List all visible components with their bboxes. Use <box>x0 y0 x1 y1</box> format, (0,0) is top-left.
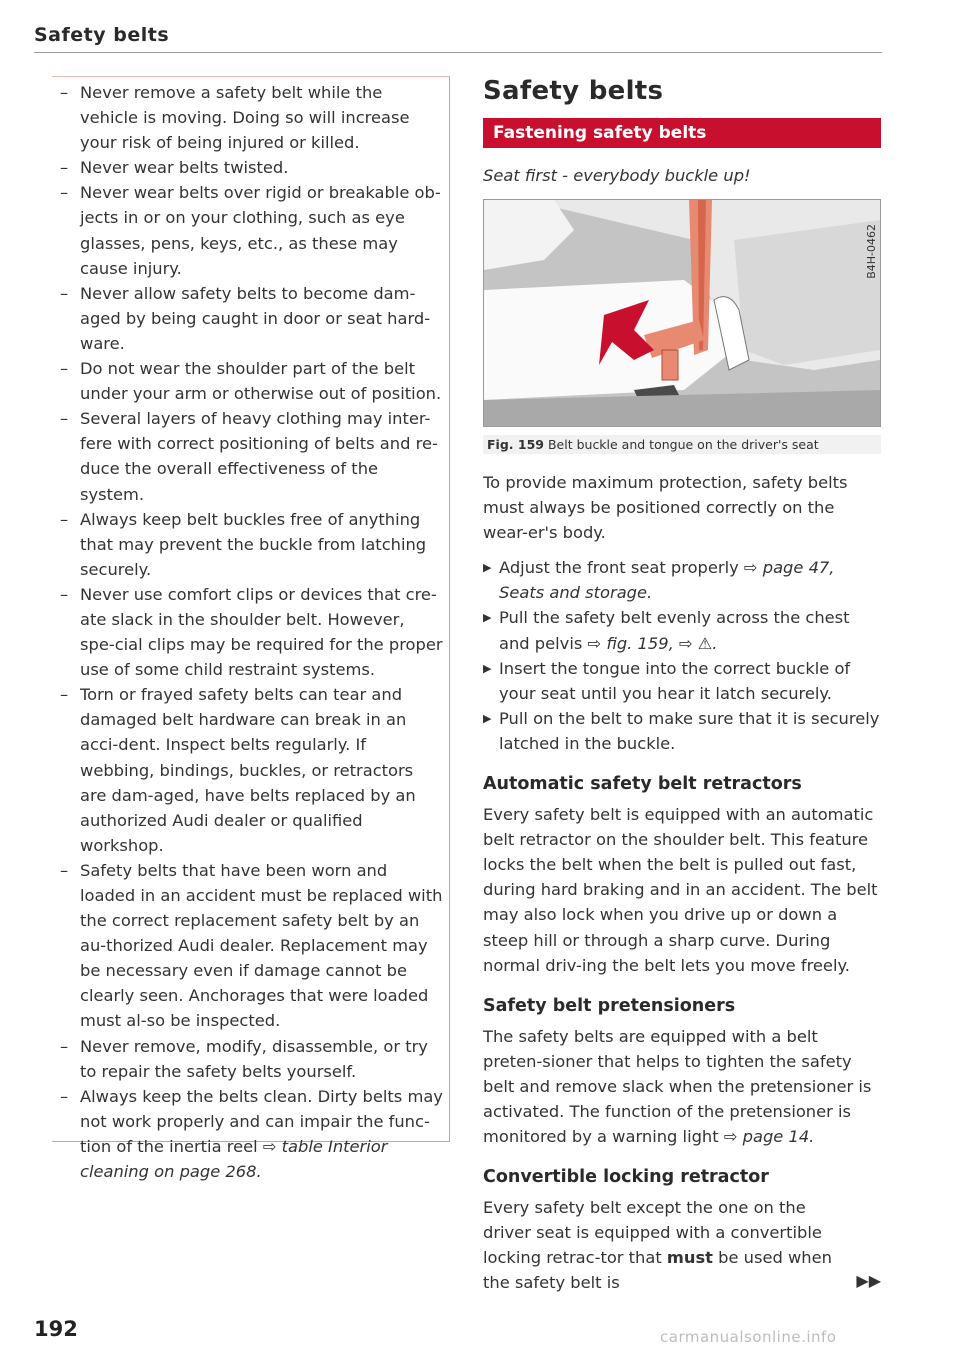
step-arrow-icon: ▶ <box>483 661 492 675</box>
warning-item: – Never wear belts twisted. <box>60 158 289 178</box>
retractors-heading: Automatic safety belt retractors <box>483 774 802 795</box>
watermark: carmanualsonline.info <box>660 1328 837 1346</box>
warning-item: – Always keep belt buckles free of anything that may prevent the buckle from latching securely. <box>60 509 427 579</box>
continue-icon: ▶▶ <box>856 1271 881 1291</box>
step-item: ▶ Pull on the belt to make sure that it is securely latched in the buckle. <box>483 706 881 756</box>
step-item: ▶ Pull the safety belt evenly across the chest and pelvis ⇨ fig. 159, ⇨ ⚠. <box>483 605 881 655</box>
header-rule <box>34 52 882 53</box>
subsection-banner: Fastening safety belts <box>483 118 881 148</box>
step-arrow-icon: ▶ <box>483 611 492 625</box>
intro-paragraph: To provide maximum protection, safety belts must always be positioned correctly on the wear-er's body. <box>483 473 848 543</box>
warning-item: – Never wear belts over rigid or breakable ob-jects in or on your clothing, such as eye glasses, pens, keys, etc., as these may cause injury. <box>60 183 441 278</box>
pretensioners-heading: Safety belt pretensioners <box>483 995 736 1016</box>
page-header-title: Safety belts <box>34 24 170 46</box>
fig-159-link[interactable]: ⇨ fig. 159, ⇨ ⚠. <box>587 633 718 653</box>
warning-item: – Never remove a safety belt while the vehicle is moving. Doing so will increase your risk of being injured or killed. <box>60 83 410 153</box>
figure-code: B4H-0462 <box>865 224 878 279</box>
table-interior-cleaning-link[interactable]: ⇨ table Interior cleaning on page 268. <box>80 1136 388 1182</box>
warning-item: – Torn or frayed safety belts can tear and damaged belt hardware can break in an acci-dent. Inspect belts regularly. If webbing, bindings, buckles, or retractors are dam-aged, have belts replaced by an authorized Audi dealer or qualified workshop. <box>60 685 416 855</box>
section-heading: Safety belts <box>483 76 664 106</box>
convertible-heading: Convertible locking retractor <box>483 1167 769 1188</box>
warning-item: – Never allow safety belts to become dam-aged by being caught in door or seat hard-ware. <box>60 283 431 353</box>
subtitle: Seat first - everybody buckle up! <box>483 166 751 185</box>
page-14-link[interactable]: ⇨ page 14. <box>723 1127 815 1147</box>
warning-item: – Safety belts that have been worn and loaded in an accident must be replaced with the correct replacement safety belt by an au-thorized Audi dealer. Replacement may be necessary even if damage cannot be clearly seen. Anchorages that were loaded must al-so be inspected. <box>60 860 443 1031</box>
page-number: 192 <box>34 1317 78 1341</box>
warning-list <box>60 80 444 1184</box>
retractors-paragraph: Every safety belt is equipped with an automatic belt retractor on the shoulder belt. This feature locks the belt when the belt is pulled out fast, during hard braking and in an accident. The belt may also lock when you drive up or down a steep hill or through a sharp curve. During normal driv-ing the belt lets you move freely. <box>483 805 878 975</box>
main-column <box>483 70 881 1306</box>
belt-buckle-illustration <box>484 200 880 426</box>
seats-storage-link[interactable]: ⇨ page 47, Seats and storage. <box>499 558 835 603</box>
step-item: ▶ Adjust the front seat properly ⇨ page 47, Seats and storage. <box>483 555 881 605</box>
warning-item: – Several layers of heavy clothing may inter-fere with correct positioning of belts and re-duce the overall effectiveness of the system. <box>60 409 438 504</box>
step-arrow-icon: ▶ <box>483 711 492 725</box>
warning-item: – Never remove, modify, disassemble, or try to repair the safety belts yourself. <box>60 1036 428 1081</box>
warning-item: – Do not wear the shoulder part of the belt under your arm or otherwise out of position. <box>60 359 442 404</box>
step-arrow-icon: ▶ <box>483 561 492 575</box>
warning-item: – Never use comfort clips or devices that cre-ate slack in the shoulder belt. However, spe-cial clips may be required for the proper use of some child restraint systems. <box>60 584 443 680</box>
warning-item: – Always keep the belts clean. Dirty belts may not work properly and can impair the func-tion of the inertia reel ⇨ table Interior cleaning on page 268. <box>60 1086 443 1182</box>
convertible-paragraph: Every safety belt except the one on the driver seat is equipped with a convertible locking retrac-tor that must be used when the safety belt is ▶▶ <box>483 1198 881 1293</box>
step-item: ▶ Insert the tongue into the correct buckle of your seat until you hear it latch securely. <box>483 656 881 706</box>
pretensioners-paragraph: The safety belts are equipped with a belt preten-sioner that helps to tighten the safety belt and remove slack when the pretensioner is activated. The function of the pretensioner is monitored by a warning light ⇨ page 14. <box>483 1026 872 1147</box>
figure-belt-buckle <box>483 199 881 427</box>
figure-caption: Fig. 159 Belt buckle and tongue on the driver's seat <box>483 435 881 454</box>
